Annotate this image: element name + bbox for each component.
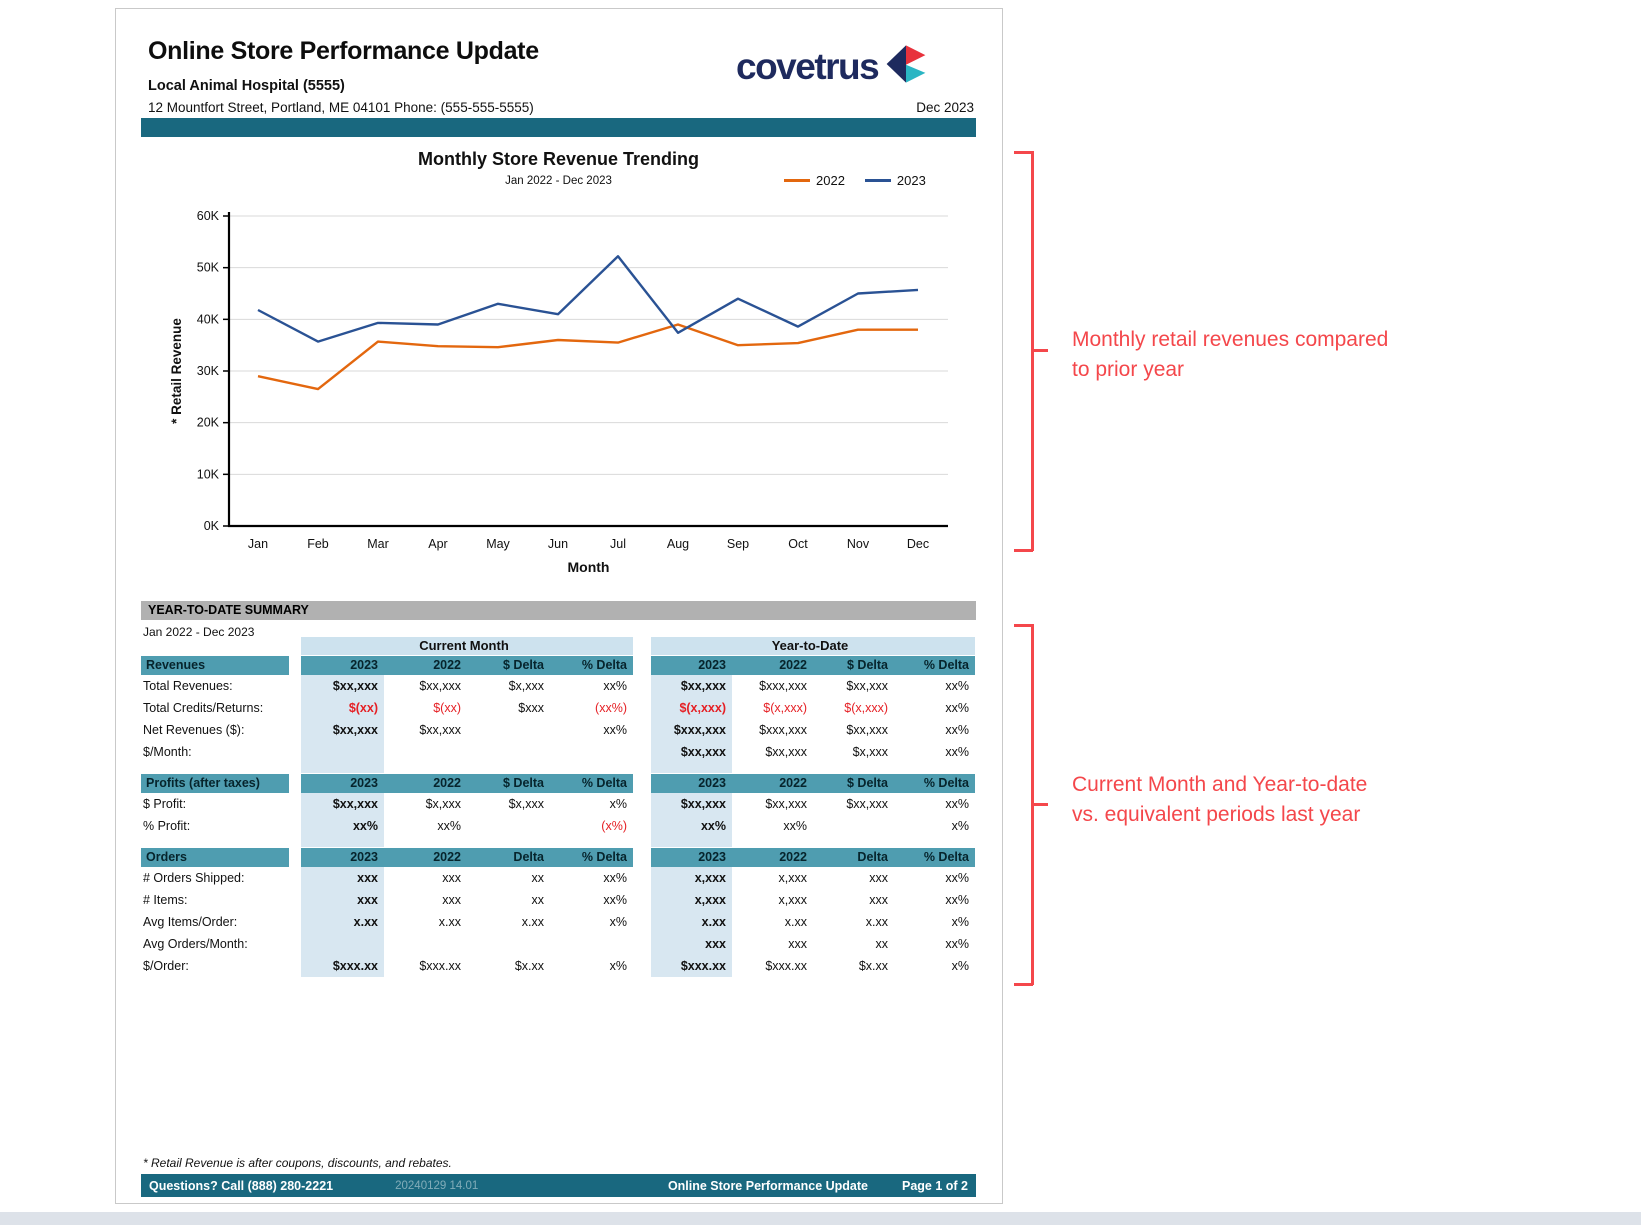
cm-value-3: xx% <box>603 723 627 737</box>
row-gap <box>289 955 301 977</box>
ytd-col-header-0: 2023 <box>651 774 732 793</box>
ytd-col-header-1: 2022 <box>732 848 813 867</box>
cm-value-1: xx% <box>437 819 461 833</box>
svg-text:60K: 60K <box>196 209 219 223</box>
covetrus-logo-mark-icon <box>885 41 927 92</box>
cm-value-1: $xx,xxx <box>419 679 461 693</box>
cm-value-3: x% <box>609 959 627 973</box>
ytd-summary-section-header: YEAR-TO-DATE SUMMARY <box>141 601 976 620</box>
table-annotation-line1: Current Month and Year-to-date <box>1072 773 1368 796</box>
svg-text:Jan: Jan <box>247 537 269 551</box>
cm-col-header-3: % Delta <box>550 848 633 867</box>
ytd-value-3: x% <box>951 959 969 973</box>
row-gap <box>289 889 301 911</box>
svg-text:Sep: Sep <box>726 537 750 551</box>
table-row <box>141 697 975 719</box>
row-gap <box>289 741 301 763</box>
ytd-col-header-2: $ Delta <box>813 656 894 675</box>
ytd-value-3: xx% <box>945 723 969 737</box>
cm-value-2 <box>467 815 550 837</box>
ytd-value-1: x.xx <box>784 915 807 929</box>
legend-item-2022 <box>784 173 845 188</box>
group-band-row <box>141 637 975 655</box>
ytd-value-1: $(x,xxx) <box>763 701 807 715</box>
svg-text:Jul: Jul <box>610 537 626 551</box>
ytd-value-3: xx% <box>945 679 969 693</box>
cm-value-3 <box>550 741 633 763</box>
ytd-value-1: $xx,xxx <box>765 745 807 759</box>
ytd-value-1: xx% <box>783 819 807 833</box>
row-gap2 <box>633 675 651 697</box>
cm-value-2: xx <box>531 871 544 885</box>
table-row <box>141 933 975 955</box>
table-row <box>141 815 975 837</box>
ytd-value-0: xxx <box>651 933 732 955</box>
ytd-value-3: xx% <box>945 937 969 951</box>
row-gap2 <box>633 933 651 955</box>
cm-col-header-3: % Delta <box>550 774 633 793</box>
cm-value-0: $xxx.xx <box>301 955 384 977</box>
ytd-value-2: $x.xx <box>858 959 888 973</box>
chart-annotation <box>1072 325 1388 385</box>
svg-text:Jun: Jun <box>547 537 569 551</box>
svg-text:May: May <box>486 537 510 551</box>
svg-text:20K: 20K <box>196 415 219 430</box>
cm-value-0: $(xx) <box>301 697 384 719</box>
cm-value-0: $xx,xxx <box>301 719 384 741</box>
covetrus-logo <box>736 41 927 92</box>
cm-value-1 <box>384 933 467 955</box>
row-label: Total Revenues: <box>143 679 233 693</box>
cm-value-2: $x.xx <box>514 959 544 973</box>
report-date: Dec 2023 <box>916 100 974 115</box>
ytd-value-2: xxx <box>869 893 888 907</box>
ytd-col-header-3: % Delta <box>894 774 975 793</box>
legend-label-2023: 2023 <box>896 173 926 188</box>
retail-revenue-footnote: * Retail Revenue is after coupons, discounts, and rebates. <box>143 1156 452 1170</box>
row-gap2 <box>633 867 651 889</box>
table-row <box>141 675 975 697</box>
table-annotation-line2: vs. equivalent periods last year <box>1072 803 1361 826</box>
row-gap2 <box>633 955 651 977</box>
svg-text:* Retail Revenue: * Retail Revenue <box>169 318 184 424</box>
ytd-value-0: x.xx <box>651 911 732 933</box>
cm-value-3: x% <box>609 797 627 811</box>
ytd-value-1: xxx <box>788 937 807 951</box>
cm-value-2 <box>467 933 550 955</box>
footer-page-number: Page 1 of 2 <box>902 1178 968 1193</box>
spacer-stripe-ytd <box>651 837 732 847</box>
ytd-value-2: xx <box>875 937 888 951</box>
ytd-value-1: $xxx.xx <box>765 959 807 973</box>
cm-value-3: (x%) <box>601 819 627 833</box>
cm-col-header-0: 2023 <box>301 848 384 867</box>
svg-text:50K: 50K <box>196 260 219 275</box>
table-row <box>141 911 975 933</box>
ytd-col-header-2: $ Delta <box>813 774 894 793</box>
ytd-col-header-0: 2023 <box>651 848 732 867</box>
row-gap <box>289 933 301 955</box>
ytd-value-0: $(x,xxx) <box>651 697 732 719</box>
table-row <box>141 867 975 889</box>
header-gap <box>289 656 301 675</box>
chart-annotation-line1: Monthly retail revenues compared <box>1072 328 1389 351</box>
cm-value-1: $(xx) <box>433 701 461 715</box>
svg-text:Mar: Mar <box>367 537 389 551</box>
group-band-spacer <box>141 637 289 655</box>
row-gap2 <box>633 793 651 815</box>
ytd-value-0: xx% <box>651 815 732 837</box>
cm-col-header-0: 2023 <box>301 656 384 675</box>
footer-doc-title: Online Store Performance Update <box>667 1178 868 1193</box>
ytd-value-1: x,xxx <box>778 871 807 885</box>
ytd-col-header-0: 2023 <box>651 656 732 675</box>
ytd-value-1: x,xxx <box>778 893 807 907</box>
row-gap2 <box>633 911 651 933</box>
row-gap2 <box>633 697 651 719</box>
legend-swatch-2023 <box>865 179 891 182</box>
report-page <box>115 8 1003 1204</box>
section-header-row <box>141 656 975 675</box>
section-label-profits-after-taxes-: Profits (after taxes) <box>141 774 289 793</box>
ytd-col-header-1: 2022 <box>732 656 813 675</box>
ytd-col-header-2: Delta <box>813 848 894 867</box>
window-bottom-strip <box>0 1212 1641 1225</box>
spacer-stripe-cm <box>301 763 384 773</box>
row-gap <box>289 675 301 697</box>
ytd-value-0: x,xxx <box>651 867 732 889</box>
svg-text:Apr: Apr <box>428 537 448 551</box>
ytd-value-3: x% <box>951 915 969 929</box>
table-row <box>141 793 975 815</box>
legend-label-2022: 2022 <box>816 173 845 188</box>
row-label: Net Revenues ($): <box>143 723 245 737</box>
table-bracket-bottom <box>1014 983 1033 986</box>
cm-value-3: xx% <box>603 679 627 693</box>
ytd-value-0: $xxx.xx <box>651 955 732 977</box>
row-label: $ Profit: <box>143 797 187 811</box>
ytd-value-2: x.xx <box>865 915 888 929</box>
cm-value-3: (xx%) <box>595 701 627 715</box>
current-month-band: Current Month <box>301 637 633 655</box>
row-label: $/Order: <box>143 959 189 973</box>
ytd-value-2 <box>813 815 894 837</box>
row-gap <box>289 867 301 889</box>
header-gap2 <box>633 656 651 675</box>
svg-text:Month: Month <box>567 559 610 575</box>
cm-value-0: xx% <box>301 815 384 837</box>
year-to-date-band: Year-to-Date <box>651 637 975 655</box>
ytd-value-1: $xxx,xxx <box>759 679 807 693</box>
svg-text:40K: 40K <box>196 312 219 327</box>
cm-value-2: x.xx <box>521 915 544 929</box>
svg-text:0K: 0K <box>203 519 219 533</box>
cm-value-0: $xx,xxx <box>301 675 384 697</box>
ytd-value-3: xx% <box>945 893 969 907</box>
legend-swatch-2022 <box>784 179 810 182</box>
cm-value-1: $xx,xxx <box>419 723 461 737</box>
cm-value-3: xx% <box>603 871 627 885</box>
row-label: Avg Orders/Month: <box>143 937 248 951</box>
row-label: $/Month: <box>143 745 192 759</box>
row-label: % Profit: <box>143 819 191 833</box>
cm-col-header-2: $ Delta <box>467 656 550 675</box>
cm-value-2 <box>467 741 550 763</box>
section-spacer-row <box>141 763 975 773</box>
ytd-value-3: xx% <box>945 701 969 715</box>
cm-value-0: xxx <box>301 867 384 889</box>
cm-value-2 <box>467 719 550 741</box>
series-line-2023 <box>258 256 918 341</box>
svg-text:Nov: Nov <box>846 537 870 551</box>
row-label: # Items: <box>143 893 188 907</box>
row-gap <box>289 697 301 719</box>
cm-value-3: xx% <box>603 893 627 907</box>
spacer-stripe-ytd <box>651 763 732 773</box>
ytd-value-0: $xx,xxx <box>651 675 732 697</box>
cm-col-header-2: $ Delta <box>467 774 550 793</box>
ytd-value-3: xx% <box>945 745 969 759</box>
table-bracket-pointer <box>1031 803 1048 806</box>
row-gap2 <box>633 815 651 837</box>
header-divider-bar <box>141 118 976 137</box>
cm-col-header-0: 2023 <box>301 774 384 793</box>
ytd-value-2: $xx,xxx <box>846 679 888 693</box>
client-name: Local Animal Hospital (5555) <box>148 78 345 94</box>
cm-value-1: xxx <box>442 893 461 907</box>
cm-value-2: $x,xxx <box>508 679 544 693</box>
footer-timestamp: 20240129 14.01 <box>395 1179 479 1192</box>
cm-value-2: xx <box>531 893 544 907</box>
cm-value-1: $x,xxx <box>425 797 461 811</box>
row-gap <box>289 911 301 933</box>
row-label: Avg Items/Order: <box>143 915 238 929</box>
svg-text:Dec: Dec <box>906 537 930 551</box>
series-line-2022 <box>258 325 918 390</box>
row-gap2 <box>633 719 651 741</box>
svg-text:Aug: Aug <box>666 537 690 551</box>
cm-value-0: $xx,xxx <box>301 793 384 815</box>
svg-text:Feb: Feb <box>307 537 329 551</box>
table-annotation <box>1072 770 1367 830</box>
section-label-revenues: Revenues <box>141 656 289 675</box>
ytd-value-0: $xx,xxx <box>651 741 732 763</box>
cm-value-0 <box>301 933 384 955</box>
row-label: # Orders Shipped: <box>143 871 245 885</box>
cm-value-0 <box>301 741 384 763</box>
ytd-value-2: $(x,xxx) <box>844 701 888 715</box>
header-gap2 <box>633 848 651 867</box>
ytd-value-3: xx% <box>945 871 969 885</box>
section-header-row <box>141 774 975 793</box>
ytd-summary-table <box>141 637 975 977</box>
cm-value-2: $xxx <box>518 701 544 715</box>
ytd-value-2: $x,xxx <box>852 745 888 759</box>
ytd-value-2: xxx <box>869 871 888 885</box>
cm-value-1: xxx <box>442 871 461 885</box>
cm-col-header-1: 2022 <box>384 774 467 793</box>
cm-col-header-1: 2022 <box>384 656 467 675</box>
line-chart-svg <box>141 206 976 578</box>
ytd-col-header-3: % Delta <box>894 848 975 867</box>
header-gap <box>289 774 301 793</box>
covetrus-logo-text: covetrus <box>736 46 879 87</box>
revenue-trend-chart <box>141 206 976 578</box>
ytd-value-1: $xx,xxx <box>765 797 807 811</box>
group-band-gap2 <box>633 637 651 655</box>
group-band-gap <box>289 637 301 655</box>
ytd-date-range: Jan 2022 - Dec 2023 <box>143 625 255 639</box>
footer-questions: Questions? Call (888) 280-2221 <box>149 1178 334 1193</box>
cm-value-0: xxx <box>301 889 384 911</box>
ytd-value-1: $xxx,xxx <box>759 723 807 737</box>
footer-bar <box>141 1174 976 1197</box>
ytd-value-3: x% <box>951 819 969 833</box>
header-gap <box>289 848 301 867</box>
ytd-col-header-3: % Delta <box>894 656 975 675</box>
table-row <box>141 719 975 741</box>
row-gap <box>289 793 301 815</box>
legend-item-2023 <box>865 173 926 188</box>
ytd-value-3: xx% <box>945 797 969 811</box>
row-label: Total Credits/Returns: <box>143 701 264 715</box>
ytd-value-0: $xxx,xxx <box>651 719 732 741</box>
ytd-value-2: $xx,xxx <box>846 723 888 737</box>
svg-text:Oct: Oct <box>788 537 808 551</box>
table-row <box>141 741 975 763</box>
header-gap2 <box>633 774 651 793</box>
chart-bracket-bottom <box>1014 549 1033 552</box>
cm-value-0: x.xx <box>301 911 384 933</box>
svg-text:10K: 10K <box>196 467 219 482</box>
ytd-value-2: $xx,xxx <box>846 797 888 811</box>
row-gap <box>289 719 301 741</box>
svg-text:30K: 30K <box>196 364 219 378</box>
row-gap2 <box>633 889 651 911</box>
page-title: Online Store Performance Update <box>148 37 539 65</box>
ytd-value-0: $xx,xxx <box>651 793 732 815</box>
client-address: 12 Mountfort Street, Portland, ME 04101 Phone: (555-555-5555) <box>148 100 534 115</box>
ytd-value-0: x,xxx <box>651 889 732 911</box>
chart-bracket-pointer <box>1031 349 1048 352</box>
table-row <box>141 889 975 911</box>
row-gap <box>289 815 301 837</box>
row-gap2 <box>633 741 651 763</box>
cm-col-header-2: Delta <box>467 848 550 867</box>
cm-value-3 <box>550 933 633 955</box>
section-header-row <box>141 848 975 867</box>
cm-value-1: x.xx <box>438 915 461 929</box>
table-row <box>141 955 975 977</box>
cm-value-1 <box>384 741 467 763</box>
section-label-orders: Orders <box>141 848 289 867</box>
chart-annotation-line2: to prior year <box>1072 358 1185 381</box>
spacer-stripe-cm <box>301 837 384 847</box>
section-spacer-row <box>141 837 975 847</box>
cm-col-header-3: % Delta <box>550 656 633 675</box>
cm-value-2: $x,xxx <box>508 797 544 811</box>
cm-value-1: $xxx.xx <box>419 959 461 973</box>
ytd-col-header-1: 2022 <box>732 774 813 793</box>
chart-legend <box>784 173 926 188</box>
chart-subtitle: Jan 2022 - Dec 2023 <box>505 175 612 187</box>
cm-col-header-1: 2022 <box>384 848 467 867</box>
chart-title: Monthly Store Revenue Trending <box>417 149 700 169</box>
cm-value-3: x% <box>609 915 627 929</box>
